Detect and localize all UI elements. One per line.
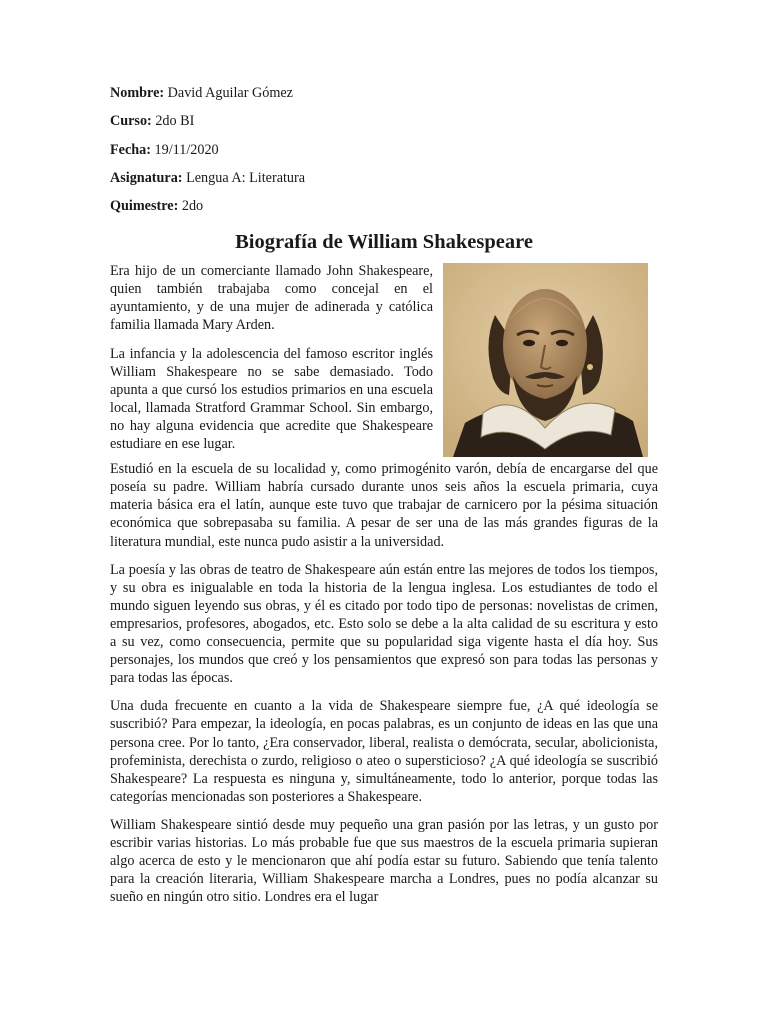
course-label: Curso: — [110, 113, 152, 130]
term-line — [110, 197, 658, 216]
paragraph-5: Una duda frecuente en cuanto a la vida de Shakespeare siempre fue, ¿A qué ideología se suscribió? Para empezar, la ideología, en pocas palabras, es un conjunto de ideas en las que una persona cree. Por lo tanto, ¿Era conservador, liberal, realista o demócrata, secular, abolicionista, profeminista, derechista o zurdo, religioso o ateo o supersticioso? ¿A qué ideología se suscribió Shakespeare? La respuesta es ninguna y, simultáneamente, todo lo anterior, porque todas las categorías mencionadas son posteriores a Shakespeare. — [110, 698, 658, 805]
document-page — [110, 84, 658, 916]
intro-text — [110, 262, 433, 463]
page-title: Biografía de William Shakespeare — [235, 231, 533, 254]
paragraph-1: Era hijo de un comerciante llamado John Shakespeare, quien también trabajaba como concejal en el ayuntamiento, y de una mujer de adinerada y católica familia llamada Mary Arden. — [110, 263, 433, 334]
date-line — [110, 141, 658, 160]
date-value: 19/11/2020 — [150, 141, 219, 158]
name-value: David Aguilar Gómez — [164, 85, 293, 101]
date-label: Fecha: — [110, 141, 151, 158]
term-value: 2do — [178, 198, 204, 215]
paragraph-4: La poesía y las obras de teatro de Shakespeare aún están entre las mejores de todos los tiempos, y su obra es inigualable en toda la historia de la lengua inglesa. Los estudiantes de todo el mundo siguen leyendo sus obras, y él es citado por todo tipo de personas: novelistas de crimen, empresarios, profesores, abogados, etc. Esto solo se debe a la alta calidad de su escritura y esto a su vez, como consecuencia, permite que su popularidad siga vigente hasta el día hoy. Sus personajes, los mundos que creó y los pensamientos que expresó son para todas las personas y para todas las épocas. — [110, 561, 658, 687]
name-label: Nombre: — [110, 85, 165, 101]
subject-label: Asignatura: — [110, 169, 183, 186]
term-label: Quimestre: — [110, 198, 179, 215]
paragraph-6: William Shakespeare sintió desde muy pequeño una gran pasión por las letras, y un gusto por escribir varias historias. Lo más probable fue que sus maestros de la escuela primaria supieran algo acerca de esto y le mencionaron que ahí podía estar su futuro. Sabiendo que tenía talento para la creación literaria, William Shakespeare marcha a Londres, pues no podía alcanzar su sueño en ningún otro sitio. Londres era el lugar — [110, 816, 658, 906]
course-line — [110, 112, 658, 131]
course-value: 2do BI — [151, 113, 195, 130]
shakespeare-portrait — [443, 263, 648, 457]
paragraph-2: La infancia y la adolescencia del famoso escritor inglés William Shakespeare no se sabe demasiado. Todo apunta a que cursó los estudios primarios en una escuela local, llamada Stratford Grammar School. Sin embargo, no hay alguna evidencia que acredite que Shakespeare estudiare en ese lugar. — [110, 345, 433, 453]
paragraph-3: Estudió en la escuela de su localidad y, como primogénito varón, debía de encargarse del que poseía su padre. William habría cursado durante unos seis años la escuela primaria, cuya materia básica era el latín, aunque este tuvo que trabajar de carnicero por la pésima situación económica que sobrepasaba su familia. A pesar de ser una de las más grandes figuras de la literatura mundial, este nunca pudo asistir a la universidad. — [110, 461, 658, 550]
subject-line — [110, 169, 658, 188]
subject-value: Lengua A: Literatura — [182, 169, 306, 186]
student-name-line — [110, 84, 658, 103]
intro-section — [110, 262, 658, 460]
